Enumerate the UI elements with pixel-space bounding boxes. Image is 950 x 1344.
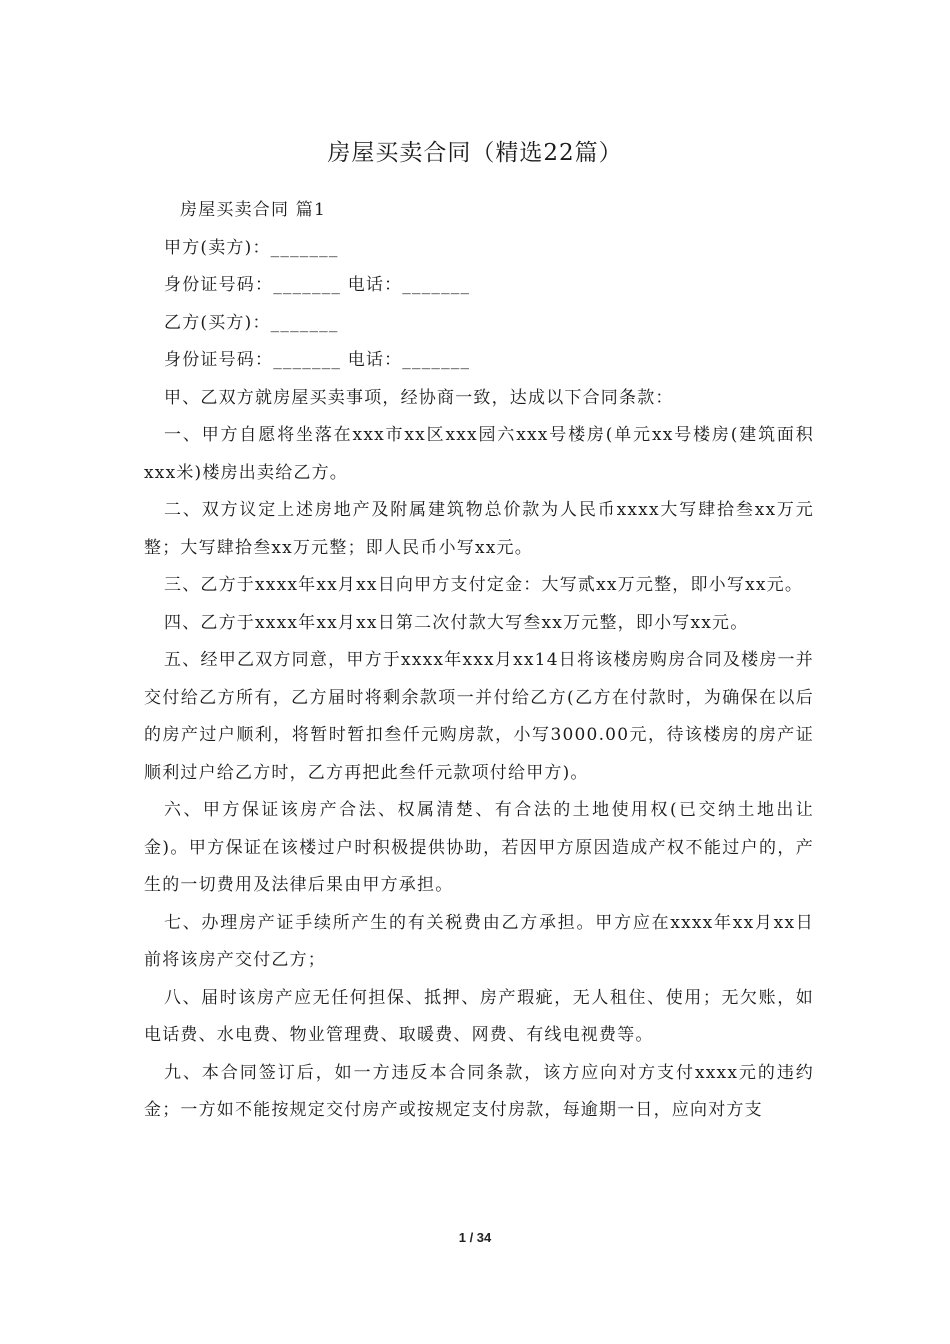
clause-1: 一、甲方自愿将坐落在xxx市xx区xxx园六xxx号楼房(单元xx号楼房(建筑面积xxx米)楼房出卖给乙方。 (144, 425, 814, 483)
clause-9: 九、本合同签订后，如一方违反本合同条款，该方应向对方支付xxxx元的违约金；一方如不能按规定交付房产或按规定支付房款，每逾期一日，应向对方支 (144, 1062, 814, 1120)
clause-5: 五、经甲乙双方同意，甲方于xxxx年xxx月xx14日将该楼房购房合同及楼房一并交付给乙方所有，乙方届时将剩余款项一并付给乙方(乙方在付款时，为确保在以后的房产过户顺利，将暂时暂扣叁仟元购房款，小写3000.00元，待该楼房的房产证顺利过户给乙方时，乙方再把此叁仟元款项付给甲方)。 (144, 650, 814, 783)
intro-paragraph: 甲、乙双方就房屋买卖事项，经协商一致，达成以下合同条款： (164, 387, 674, 408)
clause-7: 七、办理房产证手续所产生的有关税费由乙方承担。甲方应在xxxx年xx月xx日前将该房产交付乙方； (144, 912, 814, 970)
document-body (144, 192, 814, 1130)
clause-8: 八、届时该房产应无任何担保、抵押、房产瑕疵，无人租住、使用；无欠账，如电话费、水电费、物业管理费、取暖费、网费、有线电视费等。 (144, 987, 814, 1045)
seller-field: 甲方(卖方)：_______ (164, 237, 339, 258)
page-number: 1 / 34 (458, 1230, 492, 1245)
seller-id-phone-field: 身份证号码：_______ 电话：_______ (164, 275, 471, 295)
clause-3: 三、乙方于xxxx年xx月xx日向甲方支付定金：大写贰xx万元整，即小写xx元。 (164, 575, 804, 595)
document-title: 房屋买卖合同（精选22篇） (327, 140, 623, 166)
clause-6: 六、甲方保证该房产合法、权属清楚、有合法的土地使用权(已交纳土地出让金)。甲方保证在该楼过户时积极提供协助，若因甲方原因造成产权不能过户的，产生的一切费用及法律后果由甲方承担。 (144, 800, 814, 895)
buyer-id-phone-field: 身份证号码：_______ 电话：_______ (164, 350, 471, 370)
section-heading: 房屋买卖合同 篇1 (180, 200, 327, 220)
clause-2: 二、双方议定上述房地产及附属建筑物总价款为人民币xxxx大写肆拾叁xx万元整；大写肆拾叁xx万元整；即人民币小写xx元。 (144, 500, 814, 558)
clause-4: 四、乙方于xxxx年xx月xx日第二次付款大写叁xx万元整，即小写xx元。 (164, 612, 749, 633)
buyer-field: 乙方(买方)：_______ (164, 312, 339, 333)
